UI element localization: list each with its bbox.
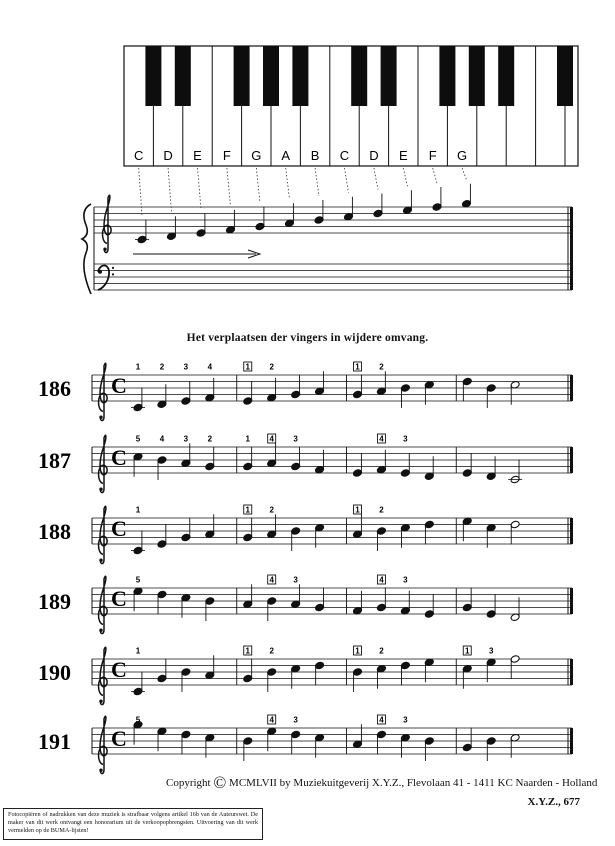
scale-note (462, 184, 472, 208)
note (205, 597, 215, 621)
bass-clef-icon (98, 265, 114, 290)
grand-staff (82, 168, 573, 294)
common-time-symbol: C (111, 445, 127, 470)
black-key (557, 46, 573, 106)
black-key (351, 46, 367, 106)
common-time-symbol: C (111, 586, 127, 611)
exercise-186 (38, 362, 573, 421)
treble-clef-dot (99, 488, 102, 491)
treble-clef-dot (99, 769, 102, 772)
finger-number: 1 (245, 362, 250, 372)
exercise-number: 190 (38, 660, 71, 685)
finger-number: 5 (135, 715, 141, 725)
note (424, 737, 434, 761)
treble-clef-icon (99, 576, 108, 633)
treble-clef-stroke (99, 716, 108, 773)
dotted-guide-line (462, 168, 466, 180)
end-barline-thick (570, 447, 573, 473)
treble-clef-dot (99, 416, 102, 419)
copyright-line (166, 773, 597, 793)
treble-clef-dot (99, 629, 102, 632)
finger-number: 2 (269, 646, 274, 656)
copyright-notice-box: Fotocopiëren of nadrukken van deze muziek is strafbaar volgens artikel 16b van de Auteurswet. De maker van dit werk ontvangt een honorarium uit de verkoopopbrengsten. Uitvoering van dit werk vermelden op de BUMA-lijsten! (3, 808, 263, 840)
common-time-symbol: C (111, 657, 127, 682)
note (131, 672, 145, 696)
finger-number: 4 (269, 434, 274, 444)
exercise-number: 189 (38, 589, 71, 614)
key-label: F (222, 148, 231, 163)
treble-clef-dot (99, 700, 102, 703)
scale-note (255, 207, 265, 231)
black-key (439, 46, 455, 106)
finger-number: 5 (135, 575, 141, 585)
note (486, 737, 496, 761)
treble-clef-icon (99, 647, 108, 704)
note (508, 460, 522, 484)
dotted-guide-line (139, 168, 142, 216)
key-label: A (281, 148, 291, 163)
note (315, 588, 325, 612)
finger-number: 1 (245, 646, 250, 656)
common-time-symbol: C (111, 516, 127, 541)
black-key (234, 46, 250, 106)
copyright-symbol: © (213, 773, 227, 792)
note (181, 730, 191, 754)
note (462, 453, 472, 477)
finger-number: 1 (355, 362, 360, 372)
treble-clef-stroke (99, 363, 108, 420)
black-key (381, 46, 397, 106)
note (353, 668, 363, 692)
note (376, 730, 386, 754)
note (243, 447, 253, 471)
exercise-188 (38, 505, 573, 564)
finger-number: 3 (183, 362, 189, 372)
finger-number: 3 (293, 715, 298, 725)
end-barline-thick (570, 728, 573, 754)
note (510, 655, 520, 679)
note (400, 661, 410, 685)
treble-clef-stroke (99, 506, 108, 563)
note (243, 518, 253, 542)
dotted-guide-line (286, 168, 290, 199)
note (376, 527, 386, 551)
scale-note (314, 200, 324, 224)
finger-number: 4 (379, 575, 384, 585)
key-label: D (369, 148, 379, 163)
finger-number: 2 (269, 505, 274, 515)
note (424, 594, 434, 618)
dotted-guide-line (198, 168, 202, 209)
dotted-guide-line (256, 168, 260, 203)
treble-clef-icon (103, 195, 112, 252)
key-label: E (398, 148, 408, 163)
bass-clef-stroke (98, 265, 109, 290)
key-label: B (310, 148, 320, 163)
finger-number: 2 (207, 434, 213, 444)
scale-note (344, 197, 354, 221)
key-label: D (163, 148, 173, 163)
note (243, 381, 253, 405)
note (157, 524, 167, 548)
note (243, 659, 253, 683)
finger-number: 1 (135, 505, 141, 515)
note (424, 520, 434, 544)
treble-clef-dot (99, 559, 102, 562)
treble-clef-icon (99, 435, 108, 492)
exercise-189 (38, 575, 573, 634)
bass-clef-dot (112, 267, 114, 269)
finger-number: 4 (379, 434, 384, 444)
finger-number: 1 (245, 434, 250, 444)
exercise-number: 186 (38, 376, 71, 401)
dotted-guide-line (374, 168, 378, 190)
note (510, 520, 520, 544)
note (400, 384, 410, 408)
dotted-guide-line (315, 168, 319, 196)
finger-number: 2 (159, 362, 165, 372)
exercise-number: 191 (38, 729, 71, 754)
finger-number: 4 (269, 575, 274, 585)
note (486, 384, 496, 408)
note (400, 453, 410, 477)
scale-note (135, 220, 149, 244)
treble-clef-stroke (99, 576, 108, 633)
finger-number: 2 (379, 646, 384, 656)
treble-clef-dot (103, 248, 106, 251)
finger-number: 3 (403, 434, 408, 444)
key-label: F (428, 148, 437, 163)
copyright-prefix: Copyright (166, 777, 211, 789)
note (157, 659, 167, 683)
page-reference: X.Y.Z., 677 (527, 796, 580, 808)
black-key (175, 46, 191, 106)
finger-number: 3 (403, 715, 408, 725)
key-label: C (134, 148, 144, 163)
exercise-number: 187 (38, 448, 71, 473)
finger-number: 3 (293, 575, 298, 585)
scale-note (196, 213, 206, 237)
key-label: G (251, 148, 262, 163)
note (243, 737, 253, 761)
note (267, 597, 277, 621)
treble-clef-stroke (103, 195, 112, 252)
finger-number: 4 (159, 434, 165, 444)
black-key (498, 46, 514, 106)
note (181, 668, 191, 692)
final-barline-thick (570, 207, 573, 290)
treble-clef-icon (99, 506, 108, 563)
finger-number: 1 (135, 362, 141, 372)
note (462, 588, 472, 612)
treble-clef-stroke (99, 435, 108, 492)
note (462, 377, 472, 401)
finger-number: 3 (293, 434, 298, 444)
note (181, 518, 191, 542)
finger-number: 1 (465, 646, 470, 656)
finger-number: 1 (355, 505, 360, 515)
exercise-number: 188 (38, 519, 71, 544)
note (131, 531, 145, 555)
dotted-guide-line (168, 168, 171, 212)
dotted-guide-line (403, 168, 407, 186)
black-key (145, 46, 161, 106)
common-time-symbol: C (111, 726, 127, 751)
bass-clef-dot (112, 273, 114, 275)
finger-number: 1 (135, 646, 141, 656)
note (353, 453, 363, 477)
note (315, 661, 325, 685)
finger-number: 1 (355, 646, 360, 656)
note (353, 375, 363, 399)
note (205, 447, 215, 471)
note (291, 527, 301, 551)
note (291, 730, 301, 754)
finger-number: 4 (269, 715, 274, 725)
black-key (292, 46, 308, 106)
note (267, 668, 277, 692)
treble-clef-icon (99, 716, 108, 773)
section-heading: Het verplaatsen der vingers in wijdere omvang. (186, 332, 429, 344)
finger-number: 2 (379, 505, 384, 515)
finger-number: 3 (488, 646, 494, 656)
finger-number: 2 (269, 362, 274, 372)
brace-icon (82, 204, 91, 294)
exercise-187 (38, 434, 573, 493)
dotted-guide-line (433, 168, 437, 183)
scale-note (403, 190, 413, 214)
key-label: C (339, 148, 350, 163)
scale-note (373, 194, 383, 218)
note (157, 456, 167, 480)
exercise-191 (38, 715, 573, 774)
treble-clef-icon (99, 363, 108, 420)
note (486, 594, 496, 618)
key-label: G (457, 148, 468, 163)
copyright-text: MCMLVII by Muziekuitgeverij X.Y.Z., Flevolaan 41 - 1411 KC Naarden - Holland (229, 777, 598, 789)
finger-number: 2 (379, 362, 384, 372)
finger-number: 3 (403, 575, 408, 585)
exercise-190 (38, 646, 573, 705)
treble-clef-stroke (99, 647, 108, 704)
black-key (263, 46, 279, 106)
note (157, 590, 167, 614)
finger-number: 4 (379, 715, 384, 725)
finger-number: 4 (207, 362, 213, 372)
end-barline-thick (570, 659, 573, 685)
dotted-guide-line (345, 168, 349, 193)
dotted-guide-line (227, 168, 231, 206)
scale-note (432, 187, 442, 211)
bass-clef-head (98, 270, 102, 274)
note (376, 588, 386, 612)
finger-number: 5 (135, 434, 141, 444)
black-key (469, 46, 485, 106)
key-label: E (193, 148, 202, 163)
end-barline-thick (570, 375, 573, 401)
note (462, 728, 472, 752)
finger-number: 1 (245, 505, 250, 515)
note (131, 388, 145, 412)
common-time-symbol: C (111, 373, 127, 398)
piano-keyboard (124, 46, 578, 166)
note (291, 375, 301, 399)
end-barline-thick (570, 518, 573, 544)
end-barline-thick (570, 588, 573, 614)
note (291, 447, 301, 471)
finger-number: 3 (183, 434, 189, 444)
note (181, 381, 191, 405)
